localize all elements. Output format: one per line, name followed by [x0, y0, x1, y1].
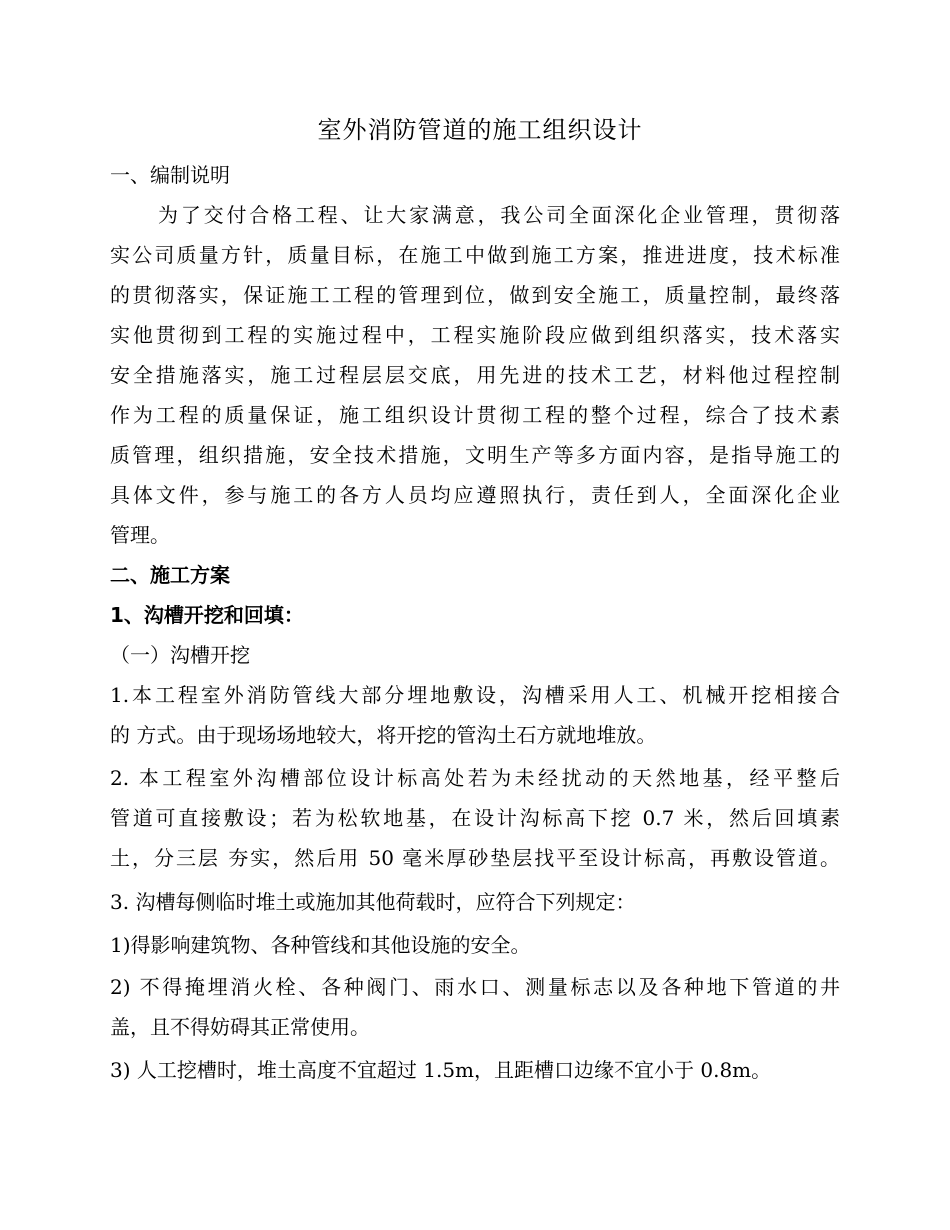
list-item-line: 2. 本工程室外沟槽部位设计标高处若为未经扰动的天然地基，经平整后: [110, 766, 840, 790]
paragraph-line: 管理。: [110, 523, 170, 547]
paragraph-line: 安全措施落实，施工过程层层交底，用先进的技术工艺，材料他过程控制: [110, 363, 840, 387]
paragraph-line: 实他贯彻到工程的实施过程中，工程实施阶段应做到组织落实，技术落实: [110, 323, 840, 347]
subsection-heading-trench: 1、沟槽开挖和回填：: [110, 603, 304, 627]
list-item-line: 3. 沟槽每侧临时堆土或施加其他荷载时，应符合下列规定：: [110, 890, 636, 914]
paragraph-line: 为了交付合格工程、让大家满意，我公司全面深化企业管理，贯彻落: [158, 203, 840, 227]
list-item-line: 3) 人工挖槽时，堆土高度不宜超过 1.5m，且距槽口边缘不宜小于 0.8m。: [110, 1058, 772, 1082]
paragraph-line: 实公司质量方针，质量目标，在施工中做到施工方案，推进进度，技术标准: [110, 243, 840, 267]
list-item-line: 2) 不得掩埋消火栓、各种阀门、雨水口、测量标志以及各种地下管道的井: [110, 975, 840, 999]
section-heading-compilation: 一、编制说明: [110, 163, 230, 187]
paragraph-line: 的贯彻落实，保证施工工程的管理到位，做到安全施工，质量控制，最终落: [110, 283, 840, 307]
document-title: 室外消防管道的施工组织设计: [317, 116, 643, 144]
subsection-heading-excavation: （一）沟槽开挖: [110, 643, 250, 667]
list-item-line: 管道可直接敷设；若为松软地基，在设计沟标高下挖 0.7 米，然后回填素: [110, 806, 840, 830]
section-heading-construction-plan: 二、施工方案: [110, 563, 230, 587]
list-item-line: 盖，且不得妨碍其正常使用。: [110, 1015, 370, 1039]
list-item-line: 1.本工程室外消防管线大部分埋地敷设，沟槽采用人工、机械开挖相接合: [110, 683, 840, 707]
list-item-line: 的 方式。由于现场场地较大，将开挖的管沟土石方就地堆放。: [110, 723, 657, 747]
paragraph-line: 质管理，组织措施，安全技术措施，文明生产等多方面内容，是指导施工的: [110, 443, 840, 467]
list-item-line: 1)得影响建筑物、各种管线和其他设施的安全。: [110, 933, 531, 957]
list-item-line: 土，分三层 夯实，然后用 50 毫米厚砂垫层找平至设计标高，再敷设管道。: [110, 846, 840, 870]
paragraph-line: 具体文件，参与施工的各方人员均应遵照执行，责任到人，全面深化企业: [110, 483, 840, 507]
paragraph-line: 作为工程的质量保证，施工组织设计贯彻工程的整个过程，综合了技术素: [110, 403, 840, 427]
